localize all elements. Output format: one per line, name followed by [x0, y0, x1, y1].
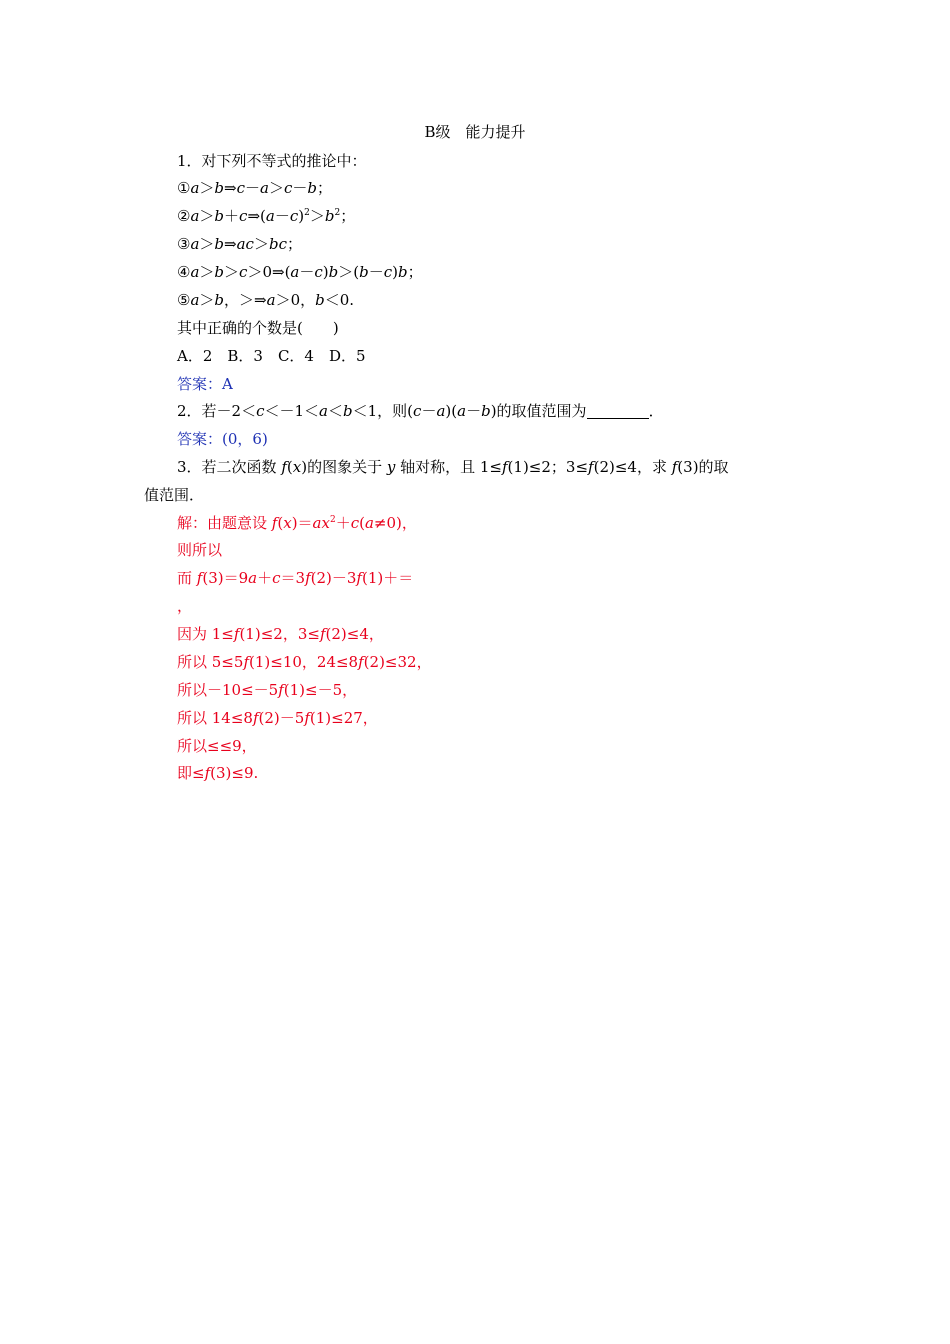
answer-blank [587, 404, 649, 419]
solution-label: 解： [177, 514, 208, 532]
q1-choices: A．2 B．3 C．4 D．5 [177, 347, 366, 365]
q3-solution-line-9: 所以≤≤9， [177, 737, 257, 755]
answer-label: 答案： [177, 430, 223, 448]
q3-solution-line-2: 则所以 [177, 541, 223, 559]
q3-solution-line-8: 所以 14≤8f(2)－5f(1)≤27， [177, 709, 378, 727]
q3-solution-line-7: 所以－10≤－5f(1)≤－5， [177, 681, 358, 699]
q1-item-3: ③a＞b⇒ac＞bc； [177, 235, 302, 253]
answer-label: 答案： [177, 375, 223, 393]
q3-solution-line-10: 即≤f(3)≤9. [177, 764, 259, 782]
q3-solution-line-6: 所以 5≤5f(1)≤10，24≤8f(2)≤32， [177, 653, 432, 671]
q1-item-2: $②a>b+c\Rightarrow(a-c)^2>b^2$； [177, 207, 356, 225]
answer-value: (0，6) [222, 430, 268, 448]
section-title: B级 能力提升 [424, 123, 526, 141]
q2-stem: 2．若－2＜c＜－1＜a＜b＜1，则(c－a)(a－b)的取值范围为 ． [177, 402, 664, 420]
q1-item-4: ④a＞b＞c＞0⇒(a－c)b＞(b－c)b； [177, 263, 423, 281]
q3-stem-line-2: 值范围． [144, 486, 205, 504]
q3-solution-line-1: 解：由题意设 $f(x)=ax^2+c(a\ne 0)$， [177, 514, 417, 532]
q1-answer [177, 374, 233, 394]
q1-item-5: ⑤a＞b，＞⇒a＞0，b＜0. [177, 291, 355, 309]
answer-value: A [222, 375, 233, 393]
q3-solution-line-5: 因为 1≤f(1)≤2，3≤f(2)≤4， [177, 625, 384, 643]
q3-stem-line-1: 3．若二次函数 f(x)的图象关于 y 轴对称，且 1≤f(1)≤2；3≤f(2)≤4，求 f(3)的取 [177, 458, 729, 476]
q3-solution-line-3: 而 f(3)＝9a＋c＝3f(2)－3f(1)＋＝ [177, 569, 414, 587]
q1-stem: 1．对下列不等式的推论中： [177, 152, 367, 170]
q3-solution-line-4: ， [177, 597, 193, 615]
q1-question: 其中正确的个数是( ) [177, 319, 339, 337]
q2-answer [177, 429, 268, 449]
q1-item-1: ①a＞b⇒c－a＞c－b； [177, 179, 333, 197]
